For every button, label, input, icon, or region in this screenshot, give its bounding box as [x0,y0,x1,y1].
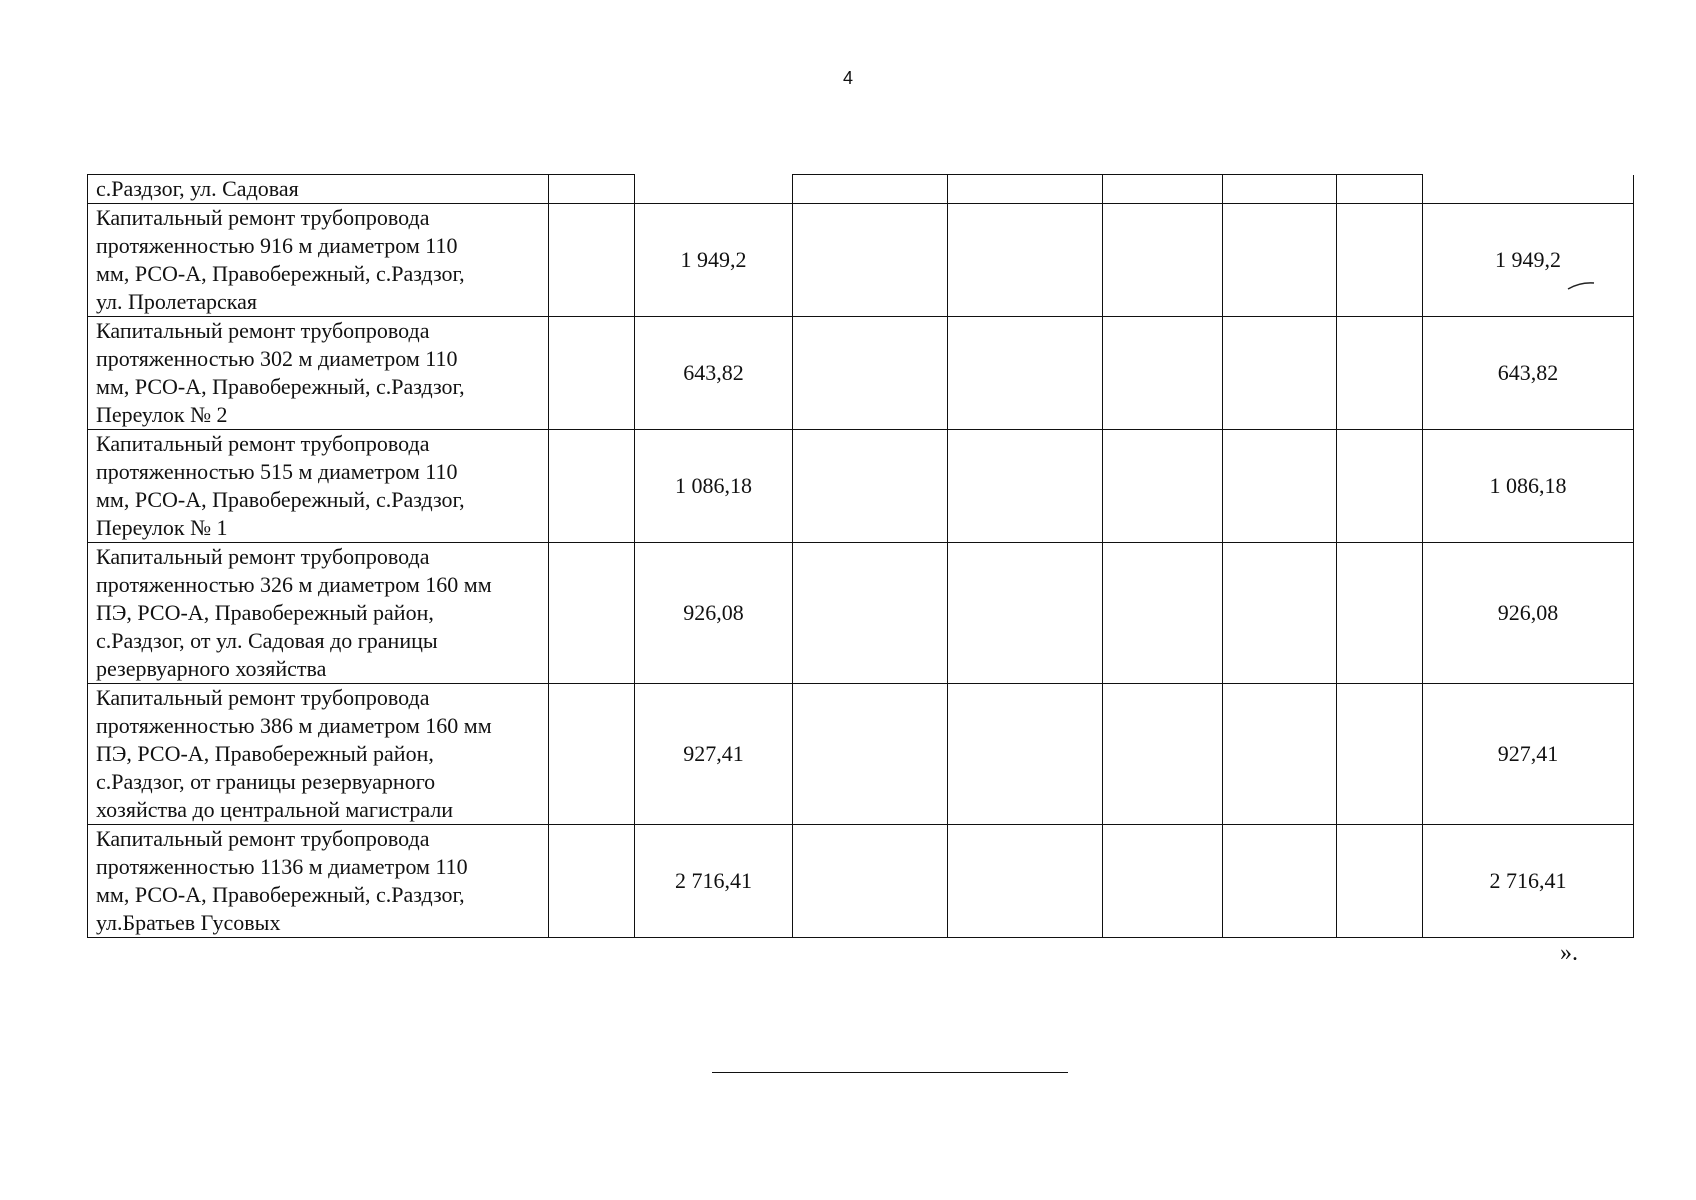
pen-mark-icon [1566,278,1596,292]
row-amount: 643,82 [635,317,793,430]
table-cell [635,175,793,204]
table-cell [549,204,635,317]
closing-quote: ». [1560,940,1578,966]
table-cell [549,684,635,825]
table-cell [1337,317,1423,430]
table-cell [1103,684,1223,825]
row-amount: 1 949,2 [635,204,793,317]
table-cell [1337,175,1423,204]
row-description: Капитальный ремонт трубопровода протяженностью 386 м диаметром 160 мм ПЭ, РСО-А, Правобережный район, с.Раздзог, от границы резервуарного хозяйства до центральной магистрали [88,684,549,825]
table-row [88,825,1634,938]
table-cell [1223,204,1337,317]
table-cell [1337,684,1423,825]
table-cell [793,175,948,204]
table-cell [1337,825,1423,938]
table-cell [1337,543,1423,684]
row-description: Капитальный ремонт трубопровода протяженностью 302 м диаметром 110 мм, РСО-А, Правобережный, с.Раздзог, Переулок № 2 [88,317,549,430]
row-total: 926,08 [1423,543,1634,684]
row-amount: 927,41 [635,684,793,825]
table-cell [793,317,948,430]
table-cell [1223,430,1337,543]
table-cell [948,684,1103,825]
table-cell [793,430,948,543]
table-cell [948,175,1103,204]
table-cell [1223,543,1337,684]
table-cell [549,317,635,430]
table-row [88,543,1634,684]
page-number: 4 [842,68,853,88]
table-cell [549,543,635,684]
table-cell [1223,317,1337,430]
table-cell [549,175,635,204]
table-row [88,204,1634,317]
row-total: 1 086,18 [1423,430,1634,543]
funding-table [87,174,1634,938]
row-total: 643,82 [1423,317,1634,430]
row-total: 2 716,41 [1423,825,1634,938]
table-cell [1223,175,1337,204]
row-amount: 2 716,41 [635,825,793,938]
table-cell [948,543,1103,684]
row-description: с.Раздзог, ул. Садовая [88,175,549,204]
table-row [88,317,1634,430]
table-cell [793,684,948,825]
table-cell [793,204,948,317]
table-cell [549,430,635,543]
row-description: Капитальный ремонт трубопровода протяженностью 515 м диаметром 110 мм, РСО-А, Правобережный, с.Раздзог, Переулок № 1 [88,430,549,543]
row-total: 1 949,2 [1423,204,1634,317]
row-description: Капитальный ремонт трубопровода протяженностью 1136 м диаметром 110 мм, РСО-А, Правобережный, с.Раздзог, ул.Братьев Гусовых [88,825,549,938]
table-cell [793,543,948,684]
table-cell [948,204,1103,317]
table-cell [1103,204,1223,317]
table-cell [1103,825,1223,938]
row-amount: 926,08 [635,543,793,684]
table-cell [1103,317,1223,430]
table-cell [549,825,635,938]
table-cell [948,430,1103,543]
table-cell [793,825,948,938]
table-cell [1223,825,1337,938]
table-cell [948,317,1103,430]
footer-separator-line [712,1072,1068,1073]
table-row [88,430,1634,543]
table-cell [1103,175,1223,204]
row-description: Капитальный ремонт трубопровода протяженностью 916 м диаметром 110 мм, РСО-А, Правобережный, с.Раздзог, ул. Пролетарская [88,204,549,317]
row-total: 927,41 [1423,684,1634,825]
table-cell [1103,543,1223,684]
table-row [88,684,1634,825]
row-description: Капитальный ремонт трубопровода протяженностью 326 м диаметром 160 мм ПЭ, РСО-А, Правобережный район, с.Раздзог, от ул. Садовая до границы резервуарного хозяйства [88,543,549,684]
table-cell [948,825,1103,938]
table-cell [1423,175,1634,204]
table-cell [1337,430,1423,543]
table-cell [1223,684,1337,825]
row-amount: 1 086,18 [635,430,793,543]
table-cell [1103,430,1223,543]
table-row-continued [88,175,1634,204]
table-cell [1337,204,1423,317]
